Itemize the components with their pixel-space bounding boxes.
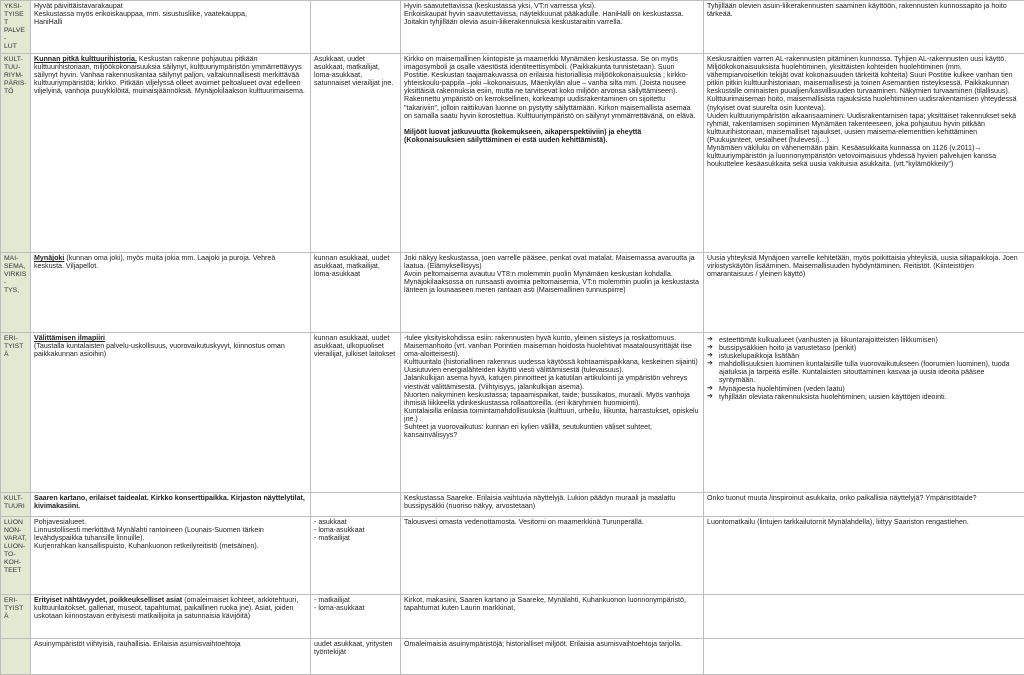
list-item: ➔ esteettömät kulkualueet (vanhusten ja liikuntarajoitteisten liikkumisen)	[707, 336, 1021, 344]
list-item: ➔ bussipysäkkien hoito ja varustetaso (penkit)	[707, 344, 1021, 352]
development-cell: Luontomatkailu (lintujen tarkkailutornit Mynälahdella), liittyy Saariston rengastiehen.	[704, 517, 1024, 595]
observation-cell: Kirkot, makasiini, Saaren kartano ja Saareke, Mynälahti, Kuhankuonon luonnonympäristö, tapahtumat kuten Laurin markkinat,	[401, 595, 704, 639]
development-cell	[704, 595, 1024, 639]
development-cell	[704, 639, 1024, 675]
strength-cell: Saaren kartano, erilaiset taidealat. Kirkko konserttipaikka. Kirjaston näyttelytilat, kivimakasiini.	[31, 493, 311, 517]
observation-cell: -tulee yksityiskohdissa esiin: rakennusten hyvä kunto, yleinen siisteys ja roskattomuus. Maisemanhoito (vrt. vanhan Porintien maiseman hoidosta huolehtivat maatalousyrittäjät itse oma-aloitteisesti). Kulttuuritalo (historiallinen rakennus uudessa käytössä kohtaamispaikkana, keskeinen sijainti) Uusiutuvien energialähteiden käyttö viesti välittämisestä (tulevaisuus). Jalankulkijan asema hyvä, katujen pinnoitteet ja katutilan artikulointi ja ympäristön vehreys viestivät välittämisestä. (Viihtyisyys, jalankulkijan asema). Nuorten nakyminen keskustassa; tapaamispaikat, taide; bussikatos, muraali. Myös vanhoja ihmisiä liikkeellä ydinkeskustassa rollaattoreilla. (eri ikäryhmien huomiointi). Kuntalaisilla erilaisia toimintamahdollisuuksia (kulttuuri, urheilu, liikunta, harrastukset, opiskelu jne.) . Suhteet ja vuorovaikutus: kunnan eri kylien välillä, seutukuntien väliset suhteet, kansainvälisyys?	[401, 333, 704, 493]
strength-cell: Pohjavesialueet. Linnustollisesti merkittävä Mynälahti rantoineen (Lounais-Suomen tärkein levähdyspaikka tuhansille linnuille). Kurjenrahkan kansallispuisto, Kuhankuonon retkeilyreitistö (metsäinen).	[31, 517, 311, 595]
table-row	[1, 493, 1024, 517]
list-item: ➔ tyhjillään oleviata rakennuksista huolehtiminen, uusien käyttöjen ideointi.	[707, 393, 1021, 401]
table-row	[1, 1, 1024, 54]
category-cell: KULT- TUURI	[1, 493, 31, 517]
list-item: ➔ Mynäjoesta huolehtiminen (veden laatu)	[707, 385, 1021, 393]
list-item: ➔ istuskelupaikkoja lisätään	[707, 352, 1021, 360]
category-cell: LUON NON- VARAT, LUON- TO- KOH- TEET	[1, 517, 31, 595]
table-row	[1, 595, 1024, 639]
category-cell: YKSI- TYISET PALVE- LUT	[1, 1, 31, 54]
target-group-cell: kunnan asukkaat, uudet asukkaat, matkailijat, loma-asukkaat	[311, 253, 401, 333]
category-cell: MAI- SEMA, VIRKIS- TYS,	[1, 253, 31, 333]
strength-cell: Asuinympäristöt viihtyisiä, rauhallisia. Erilaisia asumisvaihtoehtoja	[31, 639, 311, 675]
strength-cell: Välittämisen ilmapiiri (Taustalla kuntalaisten palvelu-uskollisuus, vuorovaikutuskyvyt, kiinnostus oman paikkakunnan asioihin)	[31, 333, 311, 493]
list-item: ➔ mahdollisuuksien luominen kuntalaisille tulla vuorovaikutukseen (foorumien luominen), tuoda ajatuksia ja tarpeita esille. Kuntalaisten sitouttaminen kasvaa ja uusia ideoita pääsee syntymään.	[707, 360, 1021, 384]
development-cell: Keskusraittien varren AL-rakennusten pitäminen kunnossa. Tyhjien AL-rakennusten uusi käyttö. Miljöökokonaisuuksista huolehtiminen, yksittäisten kohteiden huolehtiminen (mm. vähempiarvoisetkin tekijät ovat kokonaisuuden tärkeitä kohteita) Suuri Postitie kulkee vanhan tien pitkin pitkin kulttuurihistoriaan, maisemallisesti ja toinen Asemantien risteyksessä. Paikkakunnan keskustalle ominaisten puualjien/kasvillisuuden turvaaminen. Näkymien turvaaminen (tilallisuus). Kulttuurimaiseman hoito, maisemallisista rajauksista huolehtiminen uudisrakentamisen yhteydessä (nykyiset ovat suurelta osin luonteva). Uuden kulttuuriympäristön aikaansaaminen: Uudisrakentamisen tapa; yksittäiset rakennukset sekä ryhmät, rakentamisen sopiminen Mynämäen rakenteeseen, joka pohjautuu hyvin pitkään kulttuurihistoriaan, maisemalliset rajaukset, uusien maisema-elementtien kehittäminen (Puukujanteet, vesialheet (hulevesi)…) Mynämäen väkiluku on vähenemään päin. Kesäasukkaita kunnassa on 1126 (v.2011)→ kulttuuriympäristön ja luonnonympäristön vetovoimaisuus yhdessä hyvien palvelujen kanssa houkuttelee kesäasukkaita sekä uusia vakituisia asukkaita. (vrt."kylämökkeily")	[704, 54, 1024, 253]
development-cell: Uusia yhteyksiä Mynäjoen varrelle kehitetään, myös poikittaisia yhteyksiä, uusia siltapaikkoja. Joen virkistyskäytön lisääminen. Maisemallisuuden hyödyntäminen. Reitistöt. (Kiinteistöjen omarantaisuus / yleinen käyttö)	[704, 253, 1024, 333]
target-group-cell	[311, 1, 401, 54]
category-cell: KULT- TUU- RIYM- PÄRIS- TÖ	[1, 54, 31, 253]
development-cell: Onko tuonut muuta /inspiroinut asukkaita, onko paikallisia näyttelyjä? Ympäristötaide?	[704, 493, 1024, 517]
target-group-cell: - asukkaat - loma-asukkaat - matkailijat	[311, 517, 401, 595]
category-cell	[1, 639, 31, 675]
category-cell: ERI- TYISTÄ	[1, 333, 31, 493]
observation-cell: Omaleimaisia asuinympäristöjä; historialliset miljööt. Erilaisia asumisvaihtoehtoja tarjolla.	[401, 639, 704, 675]
target-group-cell: uudet asukkaat, yritysten työntekijät	[311, 639, 401, 675]
development-cell: Tyhjillään olevien asuin-liikerakennusten saaminen käyttöön, rakennusten kunnossapito ja hoito tärkeää.	[704, 1, 1024, 54]
observation-cell: Talousvesi omasta vedenottamosta. Vesitorni on maamerkkinä Turunperällä.	[401, 517, 704, 595]
table-row	[1, 517, 1024, 595]
target-group-cell	[311, 493, 401, 517]
table-row	[1, 639, 1024, 675]
observation-cell: Joki näkyy keskustassa, joen varrelle pääsee, penkat ovat matalat. Maisemassa avaruutta ja laatua. (Elämyksellisyys) Avoin peltomaisema avautuu VT8:n molemmin puolin Mynämäen keskustan kohdalla. Mynäjokilaaksossa on runsaasti avoimia peltomaisemia, VT:n molemmin puolin ja keskustasta länteen ja lounaaseen meren rantaan asti (Maisemallinen tunnuspiirre)	[401, 253, 704, 333]
category-cell: ERI- TYISTÄ	[1, 595, 31, 639]
target-group-cell: kunnan asukkaat, uudet asukkaat, ulkopuoliset vierailijat, julkiset laitokset	[311, 333, 401, 493]
strength-cell: Mynäjoki (kunnan oma joki), myös muita jokia mm. Laajoki ja puroja. Vehreä keskusta. Viljapellot.	[31, 253, 311, 333]
development-cell	[704, 333, 1024, 493]
observation-cell: Keskustassa Saareke. Erilaisia vaihtuvia näyttelyjä. Lukion päädyn muraali ja maalattu bussipysäkki (nuoriso näkyy, arvostetaan)	[401, 493, 704, 517]
observation-cell: Hyvin saavutettavissa (keskustassa yksi, VT:n varressa yksi). Erikoiskaupat hyvin saavutettavissa, näytekkuunat pääkadulle. HaniHalli on keskustassa. Joitakin tyhjillään olevia asuin-liikerakennuksia keskustaraitin varrella.	[401, 1, 704, 54]
target-group-cell: - matkailijat - loma-asukkaat	[311, 595, 401, 639]
strength-cell: Erityiset nähtävyydet, poikkeukselliset asiat (omaleimaiset kohteet, arkkitehtuuri, kulttuurilaitokset, galleriat, museot, tapahtumat, paikallinen ruoka jne). Asiat, joiden uskotaan kiinnostavan erityisesti matkailijoita ja satunnaisia kävijöitä)	[31, 595, 311, 639]
arrow-list	[707, 336, 1021, 401]
table-row	[1, 54, 1024, 253]
table-row	[1, 333, 1024, 493]
strength-cell: Hyvät päivittäistavarakaupat Keskustassa myös erikoiskauppaa, mm. sisustusliike, vaatekauppa, HaniHalli	[31, 1, 311, 54]
table-row	[1, 253, 1024, 333]
target-group-cell: Asukkaat, uudet asukkaat, matkailijat, loma-asukkaat, satunnaiset vierailijat jne.	[311, 54, 401, 253]
observation-cell: Kirkko on maisemallinen kiintopiste ja maamerkki Mynämäen keskustassa. Se on myös imagosymboli ja osalle väestöstä identiteettisymboli. (Paikkakunta tunnistetaan). Suuri Postitie. Keskustan taajamakuvassa on erilaisia historiallisia miljöökokonaisuuksia ; kirkko-yhteiskoulu-pappila –joki –kokonaisuus, Mäenkylän alue – vanha silta mm. (Joista nousee yksittäisiä rakennuksia esiin, mutta ne tarvitsevat koko miljöön arvonsa säilyttämiseen). Rakennettu ympäristö on kerroksellinen, korkeampi uudisrakentaminen on sijoitettu "takariviin", jolloin raittikuvan luonne on pystytty säilyttämään. Kirkon maisemallista asemaa on samalla saatu hyvin korostettua. Kulttuuriympäristö on säilynyt ymmärrettävänä, on elävä. Miljööt luovat jatkuvuutta (kokemukseen, aikaperspektiiviin) ja eheyttä (Kokonaisuuksien säilyttäminen ei estä uuden kehittämistä).	[401, 54, 704, 253]
strength-cell: Kunnan pitkä kulttuurihistoria. Keskustan rakenne pohjautuu pitkään kulttuurihistoriaan, miljöökokonaisuuksia säilynyt, kulttuuriympäristön ymmärrettävyys säilynyt hyvin. Vanhaa rakennuskantaa säilynyt paljon, valtakunnallisesti merkittävää kulttuuriympäristöä; kirkko. Pitkään viljelyssä olleet avoimet peltoalueet ovat edelleen viljelyinä, vanhoja puuykkilöitä, muinaisjäännöksiä. Mynäjokilaakson kulttuurimaisema.	[31, 54, 311, 253]
